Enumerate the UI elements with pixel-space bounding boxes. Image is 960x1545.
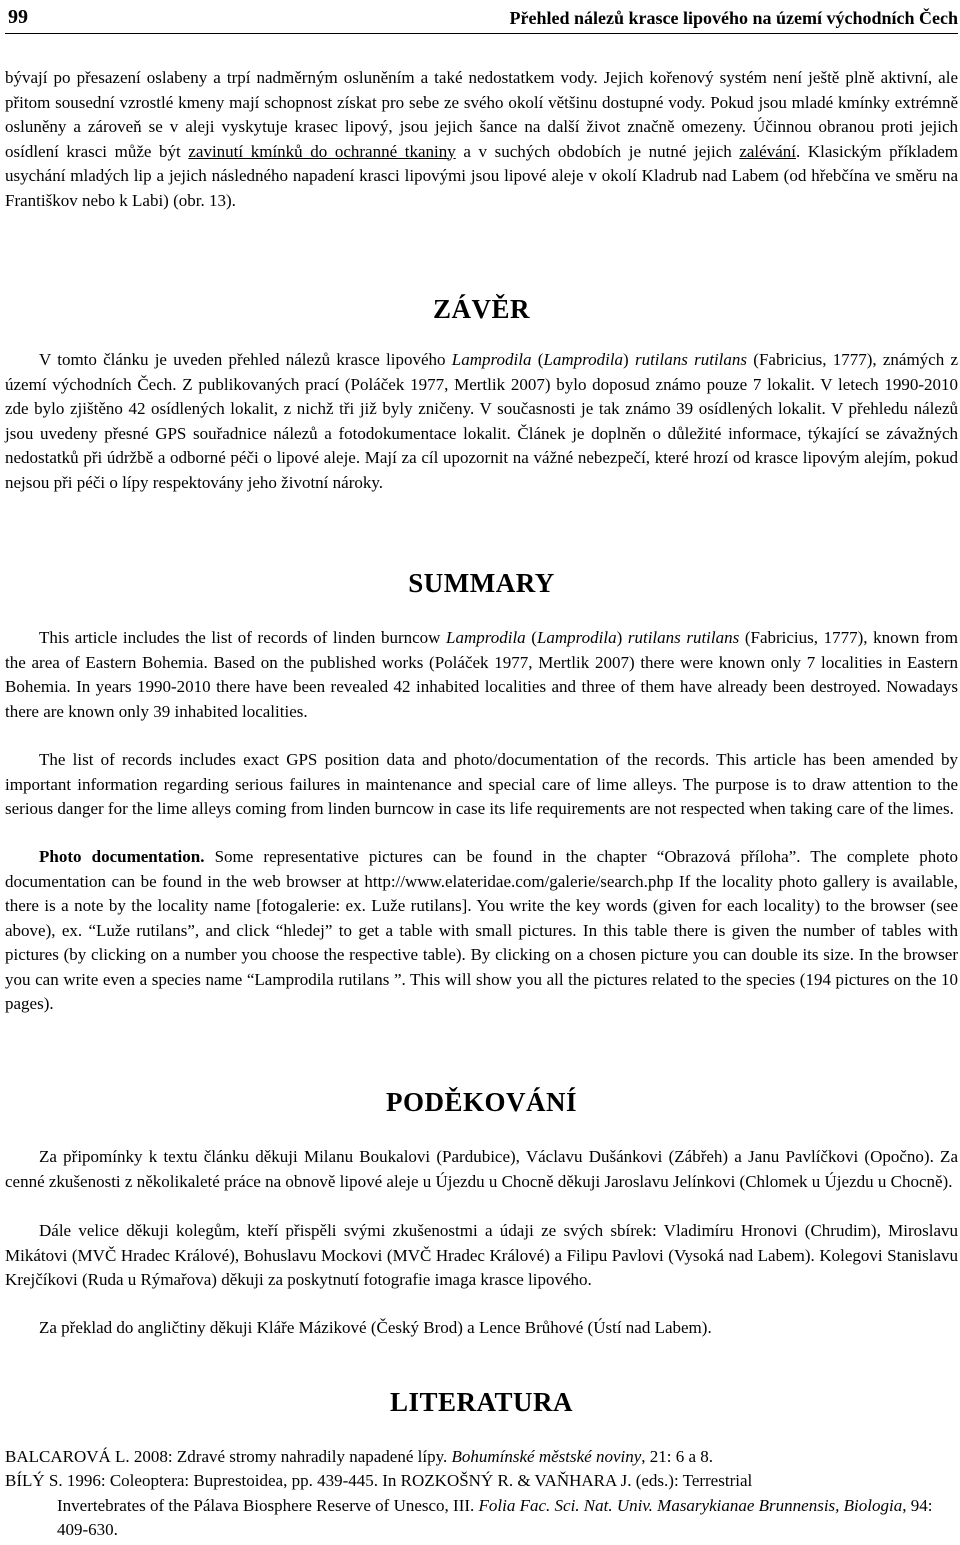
intro-paragraph: bývají po přesazení oslabeny a trpí nadměrným osluněním a také nedostatkem vody. Jejich kořenový systém není ještě plně aktivní, ale přitom sousední vzrostlé kmeny mají schopnost získat pro sebe ze svého okolí většinu dostupné vody. Pokud jsou mladé kmínky extrémně osluněny a zároveň se v aleji vyskytuje krasec lipový, jsou jejich šance na další život značně omezeny. Účinnou obranou proti jejich osídlení krasci může být zavinutí kmínků do ochranné tkaniny a v suchých obdobích je nutné jejich zalévání. Klasickým příkladem usychání mladých lip a jejich následného napadení krasci lipovými jsou lipové aleje v okolí Kladrub nad Labem (od hřebčína ve směru na Františkov nebo k Labi) (obr. 13). xyxy=(5,68,959,210)
page-number: 99 xyxy=(8,6,28,28)
section-heading-literatura: LITERATURA xyxy=(389,1387,574,1417)
summary-paragraph-2: The list of records includes exact GPS position data and photo/documentation of the records. This article has been amended by important information regarding serious failures in maintenance and special care of lime alleys. The purpose is to draw attention to the serious danger for the lime alleys coming from linden burncow in case its life requirements are not respected when taking care of the limes. xyxy=(5,750,958,818)
running-title: Přehled nálezů krasce lipového na území východních Čech xyxy=(509,8,958,28)
reference-entry: BÍLÝ S. 1996: Coleoptera: Buprestoidea, pp. 439-445. In ROZKOŠNÝ R. & VAŇHARA J. (eds.): Terrestrial Invertebrates of the Pálava Biosphere Reserve of Unesco, III. Folia Fac. Sci. Nat. Univ. Masarykianae Brunnensis, Biologia, 94: 409-630. xyxy=(5,1471,933,1539)
section-heading-summary: SUMMARY xyxy=(408,568,555,598)
reference-entry: BALCAROVÁ L. 2008: Zdravé stromy nahradily napadené lípy. Bohumínské městské noviny, 21: 6 a 8. xyxy=(5,1447,714,1466)
page-header xyxy=(5,3,958,34)
summary-paragraph-1: This article includes the list of records of linden burncow Lamprodila (Lamprodila) rutilans rutilans (Fabricius, 1777), known from the area of Eastern Bohemia. Based on the published works (Poláček 1977, Mertlik 2007) there were known only 7 localities in Eastern Bohemia. In years 1990-2010 there have been revealed 42 inhabited localities and three of them have already been destroyed. Nowadays there are known only 39 inhabited localities. xyxy=(5,628,958,721)
summary-paragraph-3: Photo documentation. Some representative pictures can be found in the chapter “Obrazová příloha”. The complete photo documentation can be found in the web browser at http://www.elateridae.com/galerie/search.php If the locality photo gallery is available, there is a note by the locality name [fotogalerie: ex. Luže rutilans]. You write the key words (given for each locality) to the browser (see above), ex. “Luže rutilans”, and click “hledej” to get a table with small pictures. In this table there is given the number of tables with pictures (by clicking on a number you choose the respective table). By clicking on a chosen picture you can double its size. In the browser you can write even a species name “Lamprodila rutilans ”. This will show you all the pictures related to the species (194 pictures on the 10 pages). xyxy=(5,847,958,1013)
acknowledgement-paragraph-1: Za připomínky k textu článku děkuji Milanu Boukalovi (Pardubice), Václavu Dušánkovi (Zábřeh) a Janu Pavlíčkovi (Opočno). Za cenné zkušenosti z několikaleté práce na obnově lipové aleje u Újezdu u Chocně děkuji Jaroslavu Jelínkovi (Chlomek u Újezdu u Chocně). xyxy=(5,1147,958,1191)
section-heading-podekovani: PODĚKOVÁNÍ xyxy=(385,1087,577,1117)
section-heading-zaver: ZÁVĚR xyxy=(432,294,530,324)
acknowledgement-paragraph-3: Za překlad do angličtiny děkuji Kláře Mázikové (Český Brod) a Lence Brůhové (Ústí nad Labem). xyxy=(39,1318,712,1337)
acknowledgement-paragraph-2: Dále velice děkuji kolegům, kteří přispěli svými zkušenostmi a údaji ze svých sbírek: Vladimíru Hronovi (Chrudim), Miroslavu Mikátovi (MVČ Hradec Králové), Bohuslavu Mockovi (MVČ Hradec Králové) a Filipu Pavlovi (Vysoká nad Labem). Kolegovi Stanislavu Krejčíkovi (Ruda u Rýmařova) děkuji za poskytnutí fotografie imaga krasce lipového. xyxy=(5,1221,958,1289)
zaver-paragraph: V tomto článku je uveden přehled nálezů krasce lipového Lamprodila (Lamprodila) rutilans rutilans (Fabricius, 1777), známých z území východních Čech. Z publikovaných prací (Poláček 1977, Mertlik 2007) bylo doposud známo pouze 7 lokalit. V letech 1990-2010 zde bylo zjištěno 42 osídlených lokalit, z nichž tři již byly zničeny. V současnosti je tak známo 39 osídlených lokalit. V přehledu nálezů jsou uvedeny přesné GPS souřadnice nálezů a fotodokumentace lokalit. Článek je doplněn o důležité informace, týkající se závažných nedostatků při údržbě a odborné péči o lipové aleje. Mají za cíl upozornit na vážné nebezpečí, které hrozí od krasce lipovým alejím, pokud nejsou při péči o lípy respektovány jeho životní nároky. xyxy=(5,350,959,492)
